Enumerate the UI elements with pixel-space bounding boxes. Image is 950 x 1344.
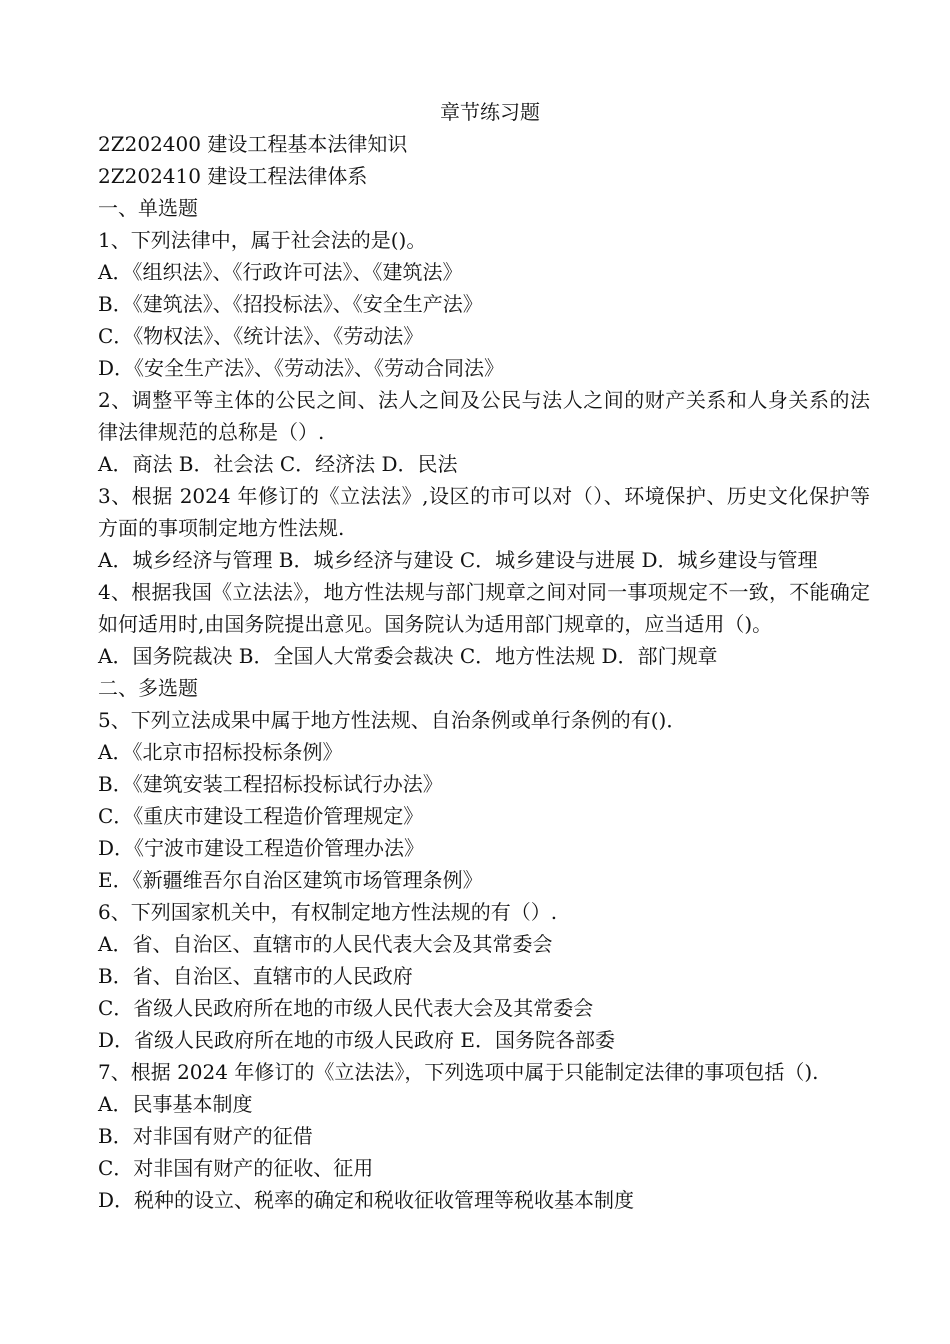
option-7b: B．对非国有财产的征借 xyxy=(98,1124,313,1148)
section-heading: 2Z202400 建设工程基本法律知识 xyxy=(98,132,408,156)
subsection-heading: 2Z202410 建设工程法律体系 xyxy=(98,164,368,188)
option-7d: D．税种的设立、税率的确定和税收征收管理等税收基本制度 xyxy=(98,1188,635,1212)
option-5c: C．《重庆市建设工程造价管理规定》 xyxy=(98,804,424,828)
page-title: 章节练习题 xyxy=(440,100,540,124)
question-4: 4、根据我国《立法法》，地方性法规与部门规章之间对同一事项规定不一致，不能确定如何适用时,由国务院提出意见。国务院认为适用部门规章的，应当适用（)。 xyxy=(98,580,870,636)
option-1b: B．《建筑法》、《招投标法》、《安全生产法》 xyxy=(98,292,483,316)
question-7: 7、根据 2024 年修订的《立法法》，下列选项中属于只能制定法律的事项包括（). xyxy=(98,1060,819,1084)
options-4: A．国务院裁决 B．全国人大常委会裁决 C．地方性法规 D．部门规章 xyxy=(98,644,718,668)
options-3: A．城乡经济与管理 B．城乡经济与建设 C．城乡建设与进展 D．城乡建设与管理 xyxy=(98,548,818,572)
option-7c: C．对非国有财产的征收、征用 xyxy=(98,1156,374,1180)
option-6c: C．省级人民政府所在地的市级人民代表大会及其常委会 xyxy=(98,996,594,1020)
question-6: 6、下列国家机关中，有权制定地方性法规的有（）. xyxy=(98,900,558,924)
question-5: 5、下列立法成果中属于地方性法规、自治条例或单行条例的有()． xyxy=(98,708,687,732)
options-2: A．商法 B．社会法 C．经济法 D．民法 xyxy=(98,452,458,476)
option-5d: D．《宁波市建设工程造价管理办法》 xyxy=(98,836,425,860)
question-type-heading: 一、单选题 xyxy=(98,196,198,220)
question-type-heading: 二、多选题 xyxy=(98,676,198,700)
option-5a: A．《北京市招标投标条例》 xyxy=(98,740,343,764)
question-3: 3、根据 2024 年修订的《立法法》,设区的市可以对（）、环境保护、历史文化保护等方面的事项制定地方性法规. xyxy=(98,484,870,540)
option-1c: C．《物权法》、《统计法》、《劳动法》 xyxy=(98,324,424,348)
option-1d: D．《安全生产法》、《劳动法》、《劳动合同法》 xyxy=(98,356,505,380)
option-6b: B．省、自治区、直辖市的人民政府 xyxy=(98,964,413,988)
question-1: 1、下列法律中，属于社会法的是()。 xyxy=(98,228,427,252)
option-5b: B．《建筑安装工程招标投标试行办法》 xyxy=(98,772,443,796)
option-6a: A．省、自治区、直辖市的人民代表大会及其常委会 xyxy=(98,932,553,956)
option-1a: A．《组织法》、《行政许可法》、《建筑法》 xyxy=(98,260,463,284)
option-6de: D．省级人民政府所在地的市级人民政府 E．国务院各部委 xyxy=(98,1028,615,1052)
question-2: 2、调整平等主体的公民之间、法人之间及公民与法人之间的财产关系和人身关系的法律法律规范的总称是（）. xyxy=(98,388,870,444)
option-7a: A．民事基本制度 xyxy=(98,1092,253,1116)
option-5e: E．《新疆维吾尔自治区建筑市场管理条例》 xyxy=(98,868,483,892)
